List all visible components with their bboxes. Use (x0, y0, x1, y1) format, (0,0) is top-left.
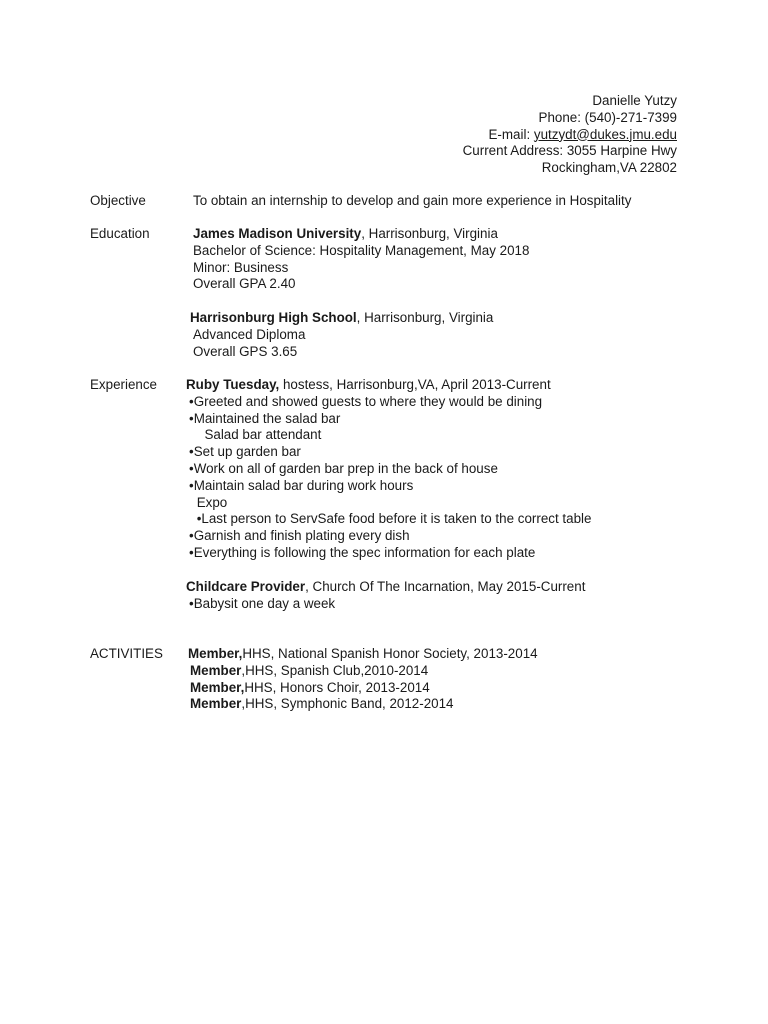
contact-block (463, 93, 677, 177)
job-entry (186, 377, 591, 562)
activity-text: ,HHS, Spanish Club,2010-2014 (241, 662, 429, 678)
job-duty: •Maintained the salad bar (189, 410, 341, 426)
activity-item (188, 696, 538, 713)
activity-item (188, 663, 538, 680)
activity-item (188, 680, 538, 697)
school-entry (193, 226, 529, 293)
job-duty: •Set up garden bar (189, 444, 301, 460)
activity-role: Member (190, 696, 242, 712)
activity-role: Member, (190, 679, 245, 695)
activities-list (188, 646, 538, 713)
job-duty: Expo (193, 494, 228, 510)
school-heading (193, 226, 529, 243)
school-detail: Overall GPS 3.65 (193, 343, 298, 359)
email-row (463, 127, 677, 144)
school-name: Harrisonburg High School (190, 310, 357, 325)
job-title: Ruby Tuesday, (186, 377, 280, 392)
job-heading (186, 377, 591, 394)
school-detail: Bachelor of Science: Hospitality Management, May 2018 (193, 242, 530, 258)
applicant-name: Danielle Yutzy (592, 93, 677, 108)
job-info: , Church Of The Incarnation, May 2015-Current (305, 579, 586, 594)
address-line-2: Rockingham,VA 22802 (541, 160, 677, 176)
activity-role: Member, (188, 646, 243, 661)
job-duty: •Garnish and finish plating every dish (189, 528, 410, 544)
job-duty: •Maintain salad bar during work hours (189, 477, 414, 493)
job-duty: •Everything is following the spec information for each plate (189, 544, 536, 560)
activity-role: Member (190, 662, 242, 678)
school-location: , Harrisonburg, Virginia (361, 226, 498, 241)
job-info: hostess, Harrisonburg,VA, April 2013-Current (279, 377, 551, 392)
objective-label: Objective (90, 193, 146, 208)
job-duty: •Greeted and showed guests to where they would be dining (189, 393, 543, 409)
email-label: E-mail: (488, 126, 534, 142)
activity-text: ,HHS, Symphonic Band, 2012-2014 (241, 696, 454, 712)
school-entry (190, 310, 493, 360)
school-detail: Advanced Diploma (193, 326, 306, 342)
activity-text: HHS, National Spanish Honor Society, 2013-2014 (242, 646, 538, 661)
address-line-1: Current Address: 3055 Harpine Hwy (462, 143, 677, 159)
school-location: , Harrisonburg, Virginia (356, 310, 494, 325)
school-heading (190, 310, 493, 327)
email-link[interactable]: yutzydt@dukes.jmu.edu (533, 126, 677, 142)
activity-text: HHS, Honors Choir, 2013-2014 (244, 679, 430, 695)
job-duty: Salad bar attendant (197, 427, 322, 443)
job-entry (186, 579, 585, 613)
objective-text: To obtain an internship to develop and gain more experience in Hospitality (193, 193, 632, 208)
experience-label: Experience (90, 377, 157, 392)
school-name: James Madison University (193, 226, 362, 241)
education-label: Education (90, 226, 150, 241)
activities-label: ACTIVITIES (90, 646, 163, 661)
school-detail: Overall GPA 2.40 (193, 276, 296, 292)
activity-item (188, 646, 538, 663)
job-title: Childcare Provider (186, 579, 306, 594)
school-detail: Minor: Business (193, 259, 289, 275)
job-duty: •Last person to ServSafe food before it is taken to the correct table (193, 511, 592, 527)
phone-number: Phone: (540)-271-7399 (538, 109, 677, 125)
job-heading (186, 579, 585, 596)
job-duty: •Work on all of garden bar prep in the back of house (189, 460, 498, 476)
job-duty: •Babysit one day a week (189, 595, 336, 611)
